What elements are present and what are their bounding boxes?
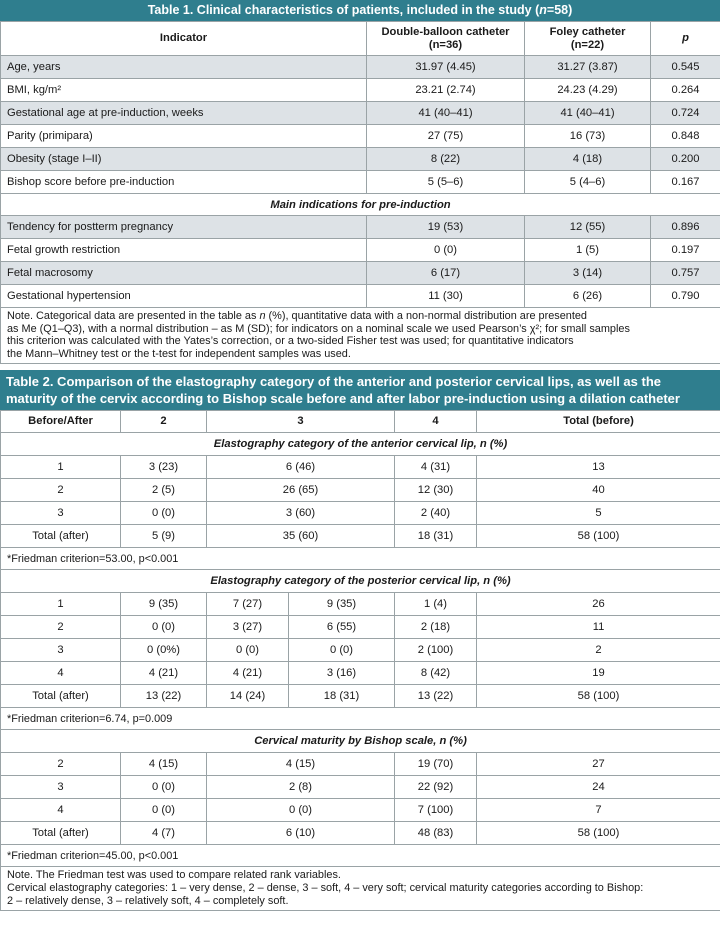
table-row: 3 0 (0) 2 (8) 22 (92) 24 xyxy=(1,776,720,799)
table2-header-row xyxy=(1,411,720,433)
table-row: BMI, kg/m² 23.21 (2.74) 24.23 (4.29) 0.264 xyxy=(1,79,720,102)
table-row: Total (after) 13 (22) 14 (24) 18 (31) 13 (22) 58 (100) xyxy=(1,685,720,708)
table1-section-row: Main indications for pre-induction xyxy=(1,194,720,216)
header-p: p xyxy=(651,22,720,56)
section-bishop: Cervical maturity by Bishop scale, n (%) xyxy=(1,730,720,753)
table-row: Age, years 31.97 (4.45) 31.27 (3.87) 0.545 xyxy=(1,56,720,79)
table-row: Parity (primipara) 27 (75) 16 (73) 0.848 xyxy=(1,125,720,148)
table-row: Tendency for postterm pregnancy 19 (53) 12 (55) 0.896 xyxy=(1,216,720,239)
table-row: Total (after) 5 (9) 35 (60) 18 (31) 58 (100) xyxy=(1,525,720,548)
table-row: Gestational age at pre-induction, weeks 41 (40–41) 41 (40–41) 0.724 xyxy=(1,102,720,125)
table-row: 3 0 (0) 3 (60) 2 (40) 5 xyxy=(1,502,720,525)
table-row: Fetal growth restriction 0 (0) 1 (5) 0.197 xyxy=(1,239,720,262)
table-row: 2 0 (0) 3 (27) 6 (55) 2 (18) 11 xyxy=(1,616,720,639)
table-row: Bishop score before pre-induction 5 (5–6) 5 (4–6) 0.167 xyxy=(1,171,720,194)
table1-header-row xyxy=(1,22,720,56)
table-row: 3 0 (0%) 0 (0) 0 (0) 2 (100) 2 xyxy=(1,639,720,662)
header-total-before: Total (before) xyxy=(477,411,720,433)
table-row: 4 0 (0) 0 (0) 7 (100) 7 xyxy=(1,799,720,822)
table-row: Gestational hypertension 11 (30) 6 (26) 0.790 xyxy=(1,285,720,308)
table-row: 1 9 (35) 7 (27) 9 (35) 1 (4) 26 xyxy=(1,593,720,616)
section-posterior: Elastography category of the posterior cervical lip, n (%) xyxy=(1,570,720,593)
table-row: 2 4 (15) 4 (15) 19 (70) 27 xyxy=(1,753,720,776)
header-indicator: Indicator xyxy=(1,22,367,56)
table2-note: Note. The Friedman test was used to compare related rank variables. Cervical elastography categories: 1 – very dense, 2 – dense, 3 – soft, 4 – very soft; cervical maturity categories according to Bishop: 2 – relatively dense, 3 – relatively soft, 4 – completely soft. xyxy=(1,867,720,911)
header-col-3: 3 xyxy=(207,411,395,433)
header-col-4: 4 xyxy=(395,411,477,433)
table1-title: Table 1. Clinical characteristics of patients, included in the study (n=58) xyxy=(0,0,720,21)
table-row: Total (after) 4 (7) 6 (10) 48 (83) 58 (100) xyxy=(1,822,720,845)
table2-title: Table 2. Comparison of the elastography category of the anterior and posterior cervical lips, as well as the maturity of the cervix according to Bishop scale before and after labor pre-induction using a dilation catheter xyxy=(0,370,720,410)
table-row: 4 4 (21) 4 (21) 3 (16) 8 (42) 19 xyxy=(1,662,720,685)
header-col-2: 2 xyxy=(121,411,207,433)
table-row: 1 3 (23) 6 (46) 4 (31) 13 xyxy=(1,456,720,479)
table2-note-row xyxy=(1,867,720,911)
table1 xyxy=(0,21,720,364)
table-row: 2 2 (5) 26 (65) 12 (30) 40 xyxy=(1,479,720,502)
table1-note: Note. Categorical data are presented in the table as n (%), quantitative data with a non-normal distribution are presented as Me (Q1–Q3), with a normal distribution – as M (SD); for indicators on a nominal scale we used Pearson’s χ²; for small samples this criterion was calculated with the Yates’s correction, or a two-sided Fisher test was used; for quantitative indicators the Mann–Whitney test or the t-test for independent samples was used. xyxy=(1,308,720,364)
table-row: Obesity (stage I–II) 8 (22) 4 (18) 0.200 xyxy=(1,148,720,171)
friedman-row: *Friedman criterion=6.74, p=0.009 xyxy=(1,708,720,730)
friedman-row: *Friedman criterion=53.00, p<0.001 xyxy=(1,548,720,570)
header-foley: Foley catheter (n=22) xyxy=(525,22,651,56)
table2 xyxy=(0,410,720,911)
header-double-balloon: Double-balloon catheter (n=36) xyxy=(367,22,525,56)
table1-note-row xyxy=(1,308,720,364)
table-row: Fetal macrosomy 6 (17) 3 (14) 0.757 xyxy=(1,262,720,285)
header-before-after: Before/After xyxy=(1,411,121,433)
section-anterior: Elastography category of the anterior cervical lip, n (%) xyxy=(1,433,720,456)
friedman-row: *Friedman criterion=45.00, p<0.001 xyxy=(1,845,720,867)
